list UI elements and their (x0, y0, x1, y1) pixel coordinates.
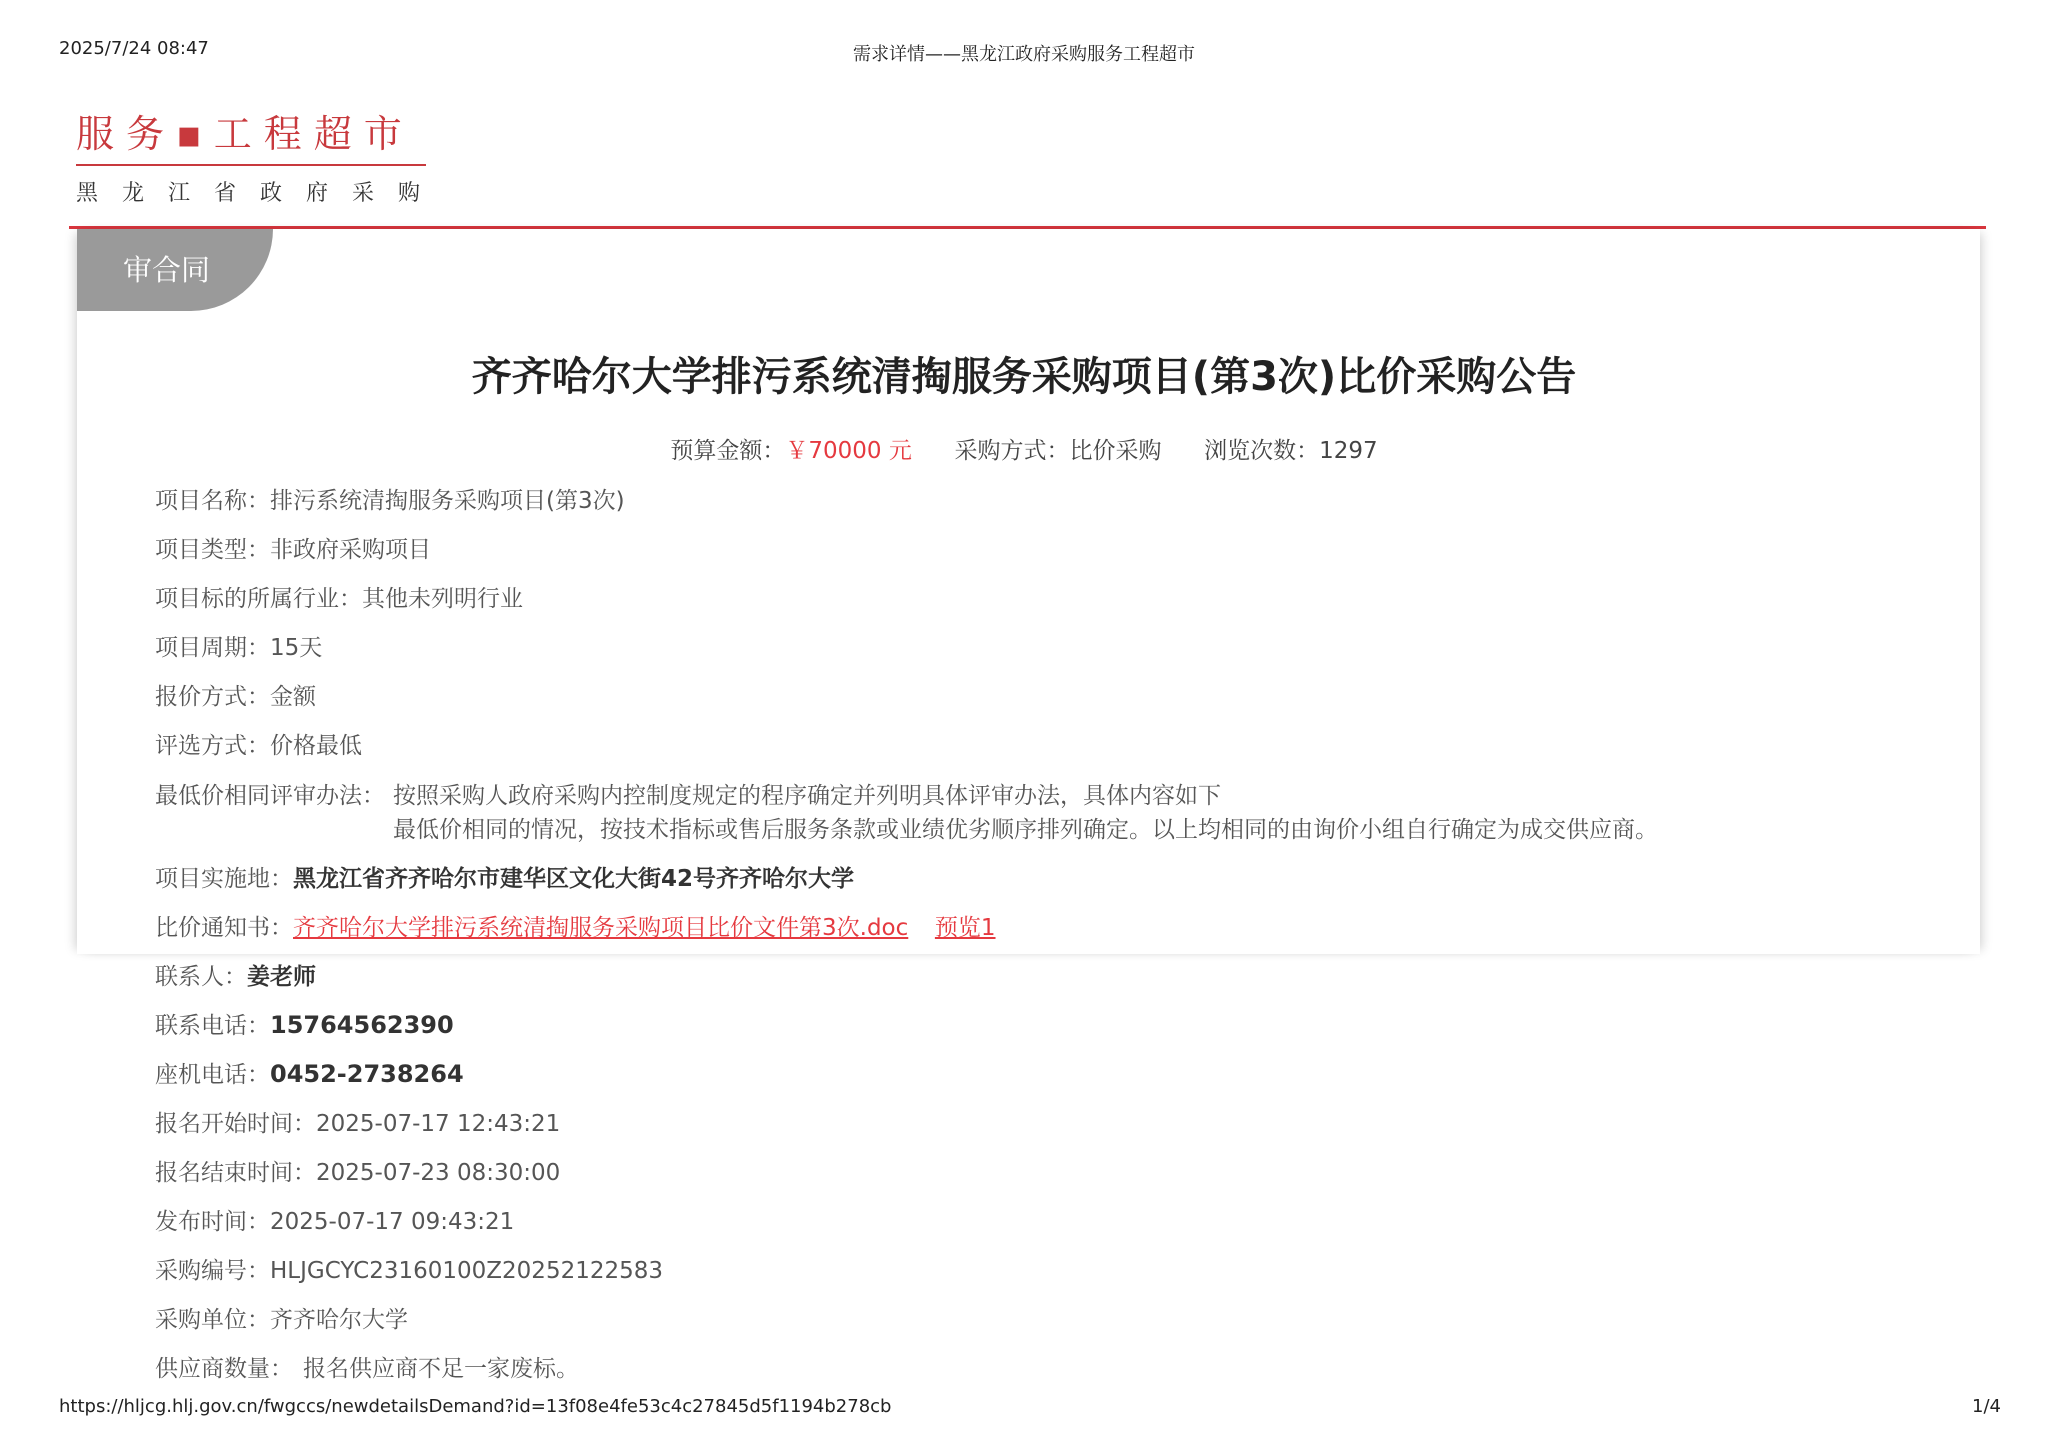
field-label: 评选方式： (155, 733, 270, 759)
logo-divider (76, 164, 426, 166)
field-value: 黑龙江省齐齐哈尔市建华区文化大街42号齐齐哈尔大学 (293, 866, 855, 892)
field-quote-method (155, 678, 316, 711)
field-buyer (155, 1301, 408, 1334)
notice-meta (0, 432, 2048, 465)
field-value: 15天 (270, 635, 323, 661)
field-label: 联系人： (155, 964, 247, 990)
field-label: 采购编号： (155, 1258, 270, 1284)
method-label: 采购方式： (954, 438, 1070, 464)
views-value: 1297 (1319, 438, 1378, 464)
field-label: 项目名称： (155, 488, 270, 514)
site-logo[interactable] (76, 110, 445, 207)
field-value: 金额 (270, 684, 316, 710)
field-project-name (155, 482, 625, 515)
field-value: 排污系统清掏服务采购项目(第3次) (270, 488, 625, 514)
field-label: 项目周期： (155, 635, 270, 661)
field-label: 报名开始时间： (155, 1111, 316, 1137)
field-label: 报价方式： (155, 684, 270, 710)
field-label: 座机电话： (155, 1062, 270, 1088)
field-tie-rule-label: 最低价相同评审办法： (155, 783, 385, 809)
print-datetime: 2025/7/24 08:47 (59, 38, 209, 59)
field-phone (155, 1007, 454, 1040)
budget-value: ￥70000 元 (785, 438, 912, 464)
field-proc-no (155, 1252, 663, 1285)
field-value: 非政府采购项目 (270, 537, 431, 563)
field-value: 15764562390 (270, 1011, 454, 1039)
field-landline (155, 1056, 464, 1089)
field-contact (155, 958, 316, 991)
field-value: 2025-07-23 08:30:00 (316, 1160, 561, 1186)
print-page-number: 1/4 (1972, 1396, 2001, 1417)
budget-label: 预算金额： (670, 438, 786, 464)
field-published (155, 1203, 514, 1236)
field-value: 其他未列明行业 (362, 586, 523, 612)
method-value: 比价采购 (1069, 438, 1162, 464)
field-site (155, 860, 854, 893)
field-value: 姜老师 (247, 964, 316, 990)
field-value: 报名供应商不足一家废标。 (303, 1356, 579, 1382)
tie-rule-line-2: 最低价相同的情况，按技术指标或售后服务条款或业绩优劣顺序排列确定。以上均相同的由询价小组自行确定为成交供应商。 (393, 817, 1658, 843)
field-label: 发布时间： (155, 1209, 270, 1235)
field-value: 齐齐哈尔大学 (270, 1307, 408, 1333)
views-label: 浏览次数： (1204, 438, 1320, 464)
field-notice-doc (155, 909, 996, 942)
field-label: 报名结束时间： (155, 1160, 316, 1186)
status-badge: 审合同 (77, 229, 273, 311)
field-label: 项目类型： (155, 537, 270, 563)
logo-sub-text: 黑龙江省政府采购 (76, 181, 445, 206)
field-label: 项目实施地： (155, 866, 293, 892)
field-reg-end (155, 1154, 560, 1187)
field-selection (155, 727, 362, 760)
notice-title: 齐齐哈尔大学排污系统清掏服务采购项目(第3次)比价采购公告 (471, 354, 1577, 400)
notice-doc-link[interactable]: 齐齐哈尔大学排污系统清掏服务采购项目比价文件第3次.doc (293, 915, 909, 941)
field-value: 2025-07-17 12:43:21 (316, 1111, 561, 1137)
field-project-type (155, 531, 431, 564)
field-value: HLJGCYC23160100Z20252122583 (270, 1258, 664, 1284)
field-period (155, 629, 322, 662)
field-suppliers (155, 1350, 579, 1383)
field-value: 0452-2738264 (270, 1060, 464, 1088)
field-label: 采购单位： (155, 1307, 270, 1333)
preview-link[interactable]: 预览1 (934, 915, 996, 941)
field-value: 2025-07-17 09:43:21 (270, 1209, 515, 1235)
print-url: https://hljcg.hlj.gov.cn/fwgccs/newdetailsDemand?id=13f08e4fe53c4c27845d5f1194b278cb (59, 1396, 892, 1417)
field-label: 联系电话： (155, 1013, 270, 1039)
field-value: 价格最低 (270, 733, 362, 759)
field-label: 供应商数量： (155, 1356, 293, 1382)
field-industry (155, 580, 523, 613)
field-label: 比价通知书： (155, 915, 293, 941)
field-reg-start (155, 1105, 560, 1138)
tie-rule-line-1: 按照采购人政府采购内控制度规定的程序确定并列明具体评审办法，具体内容如下 (393, 783, 1221, 809)
field-label: 项目标的所属行业： (155, 586, 362, 612)
print-page-title: 需求详情——黑龙江政府采购服务工程超市 (853, 44, 1195, 65)
logo-main-text: 服务▪工程超市 (76, 112, 414, 156)
